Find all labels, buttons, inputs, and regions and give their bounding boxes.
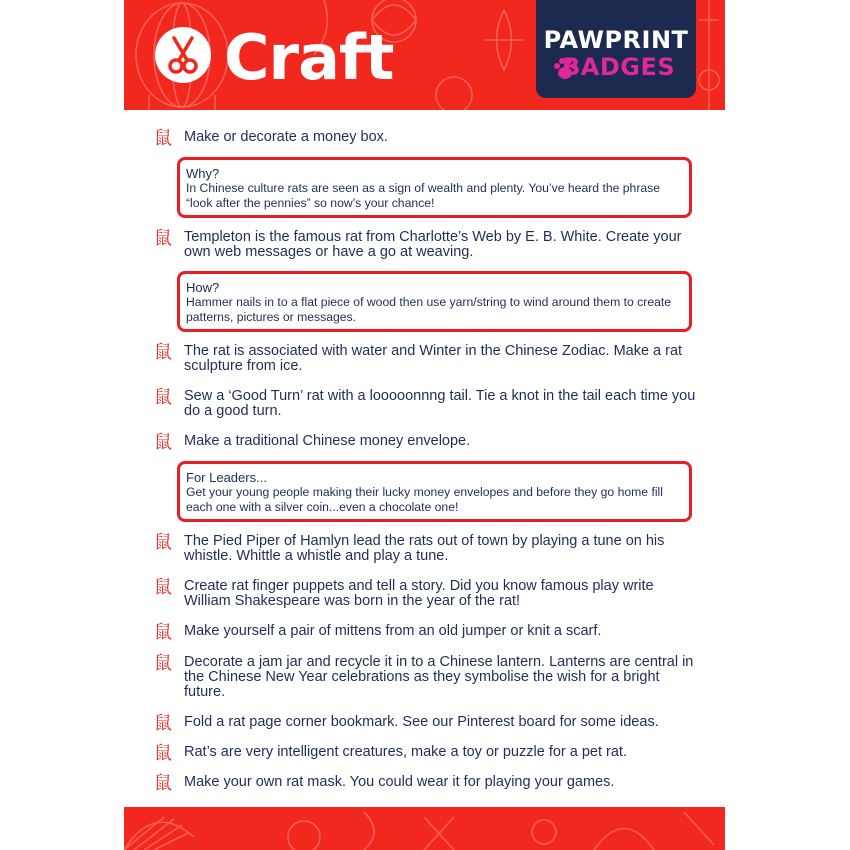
callout-for-leaders — [177, 461, 692, 522]
page-title: Craft — [224, 21, 394, 94]
callout-title: How? — [186, 280, 220, 295]
list-item-text: Fold a rat page corner bookmark. See our Pinterest board for some ideas. — [184, 714, 659, 730]
list-item-text: Decorate a jam jar and recycle it in to a Chinese lantern. Lanterns are central in the Chinese New Year celebrations as they symbolise the wish for a bright future. — [184, 654, 694, 700]
list-item-text: Make a traditional Chinese money envelope. — [184, 433, 471, 449]
rat-character-icon: 鼠 — [154, 532, 172, 553]
rat-character-icon: 鼠 — [154, 773, 172, 794]
callout-why — [177, 157, 692, 218]
callout-body: Hammer nails in to a flat piece of wood then use yarn/string to wind around them to create patterns, pictures or messages. — [186, 295, 672, 324]
rat-character-icon: 鼠 — [154, 653, 172, 674]
rat-character-icon: 鼠 — [154, 128, 172, 149]
rat-character-icon: 鼠 — [154, 387, 172, 408]
list-item-text: Create rat finger puppets and tell a story. Did you know famous play write William Shakespeare was born in the year of the rat! — [184, 578, 654, 609]
rat-character-icon: 鼠 — [154, 342, 172, 363]
rat-character-icon: 鼠 — [154, 743, 172, 764]
rat-character-icon: 鼠 — [154, 228, 172, 249]
rat-character-icon: 鼠 — [154, 577, 172, 598]
brand-logo — [536, 0, 696, 98]
list-item-text: The Pied Piper of Hamlyn lead the rats out of town by playing a tune on his whistle. Whittle a whistle and play a tune. — [184, 533, 665, 564]
list-item-text: Templeton is the famous rat from Charlotte’s Web by E. B. White. Create your own web messages or have a go at weaving. — [184, 229, 682, 260]
list-item-text: Make or decorate a money box. — [184, 129, 388, 145]
callout-how — [177, 271, 692, 332]
scissors-icon — [154, 26, 212, 84]
footer-banner — [124, 807, 725, 850]
list-item-text: Rat’s are very intelligent creatures, make a toy or puzzle for a pet rat. — [184, 744, 627, 760]
list-item-text: Make your own rat mask. You could wear it for playing your games. — [184, 774, 615, 790]
list-item-text: Sew a ‘Good Turn’ rat with a looooonnng tail. Tie a knot in the tail each time you do a good turn. — [184, 388, 696, 419]
footer-pattern — [124, 807, 725, 850]
callout-body: Get your young people making their lucky money envelopes and before they go home fill each one with a silver coin...even a chocolate one! — [186, 485, 663, 514]
header-banner — [124, 0, 725, 110]
brand-name-bottom: BADGES — [562, 53, 676, 81]
list-item-text: The rat is associated with water and Winter in the Chinese Zodiac. Make a rat sculpture from ice. — [184, 343, 683, 374]
list-item-text: Make yourself a pair of mittens from an old jumper or knit a scarf. — [184, 623, 602, 639]
rat-character-icon: 鼠 — [154, 622, 172, 643]
rat-character-icon: 鼠 — [154, 432, 172, 453]
callout-body: In Chinese culture rats are seen as a sign of wealth and plenty. You’ve heard the phrase “look after the pennies” so now’s your chance! — [186, 181, 661, 210]
brand-name-top: PAWPRINT — [543, 26, 689, 54]
rat-character-icon: 鼠 — [154, 713, 172, 734]
callout-title: For Leaders... — [186, 470, 267, 485]
callout-title: Why? — [186, 166, 220, 181]
craft-page — [124, 0, 725, 850]
